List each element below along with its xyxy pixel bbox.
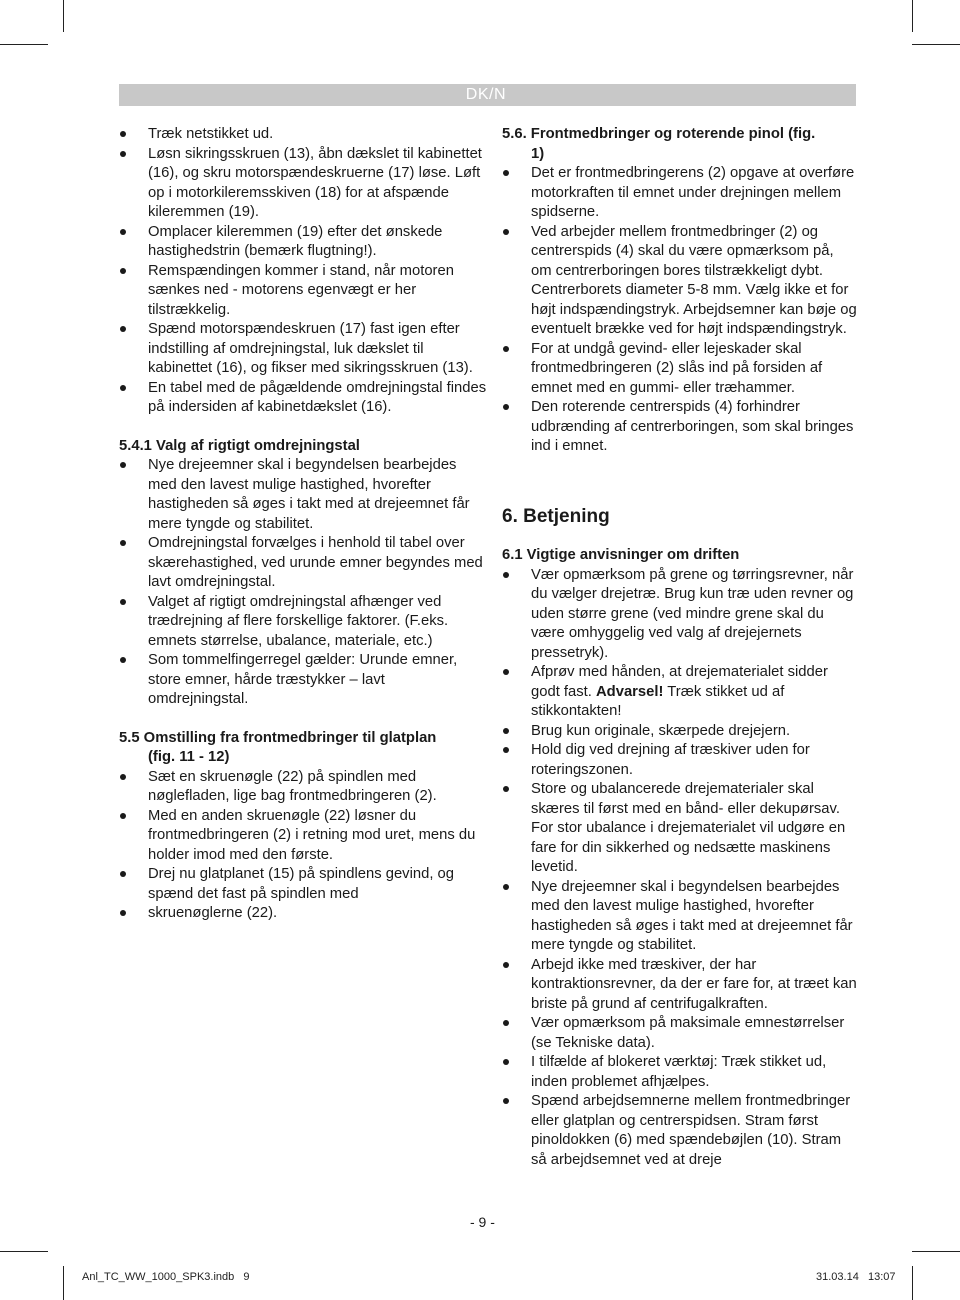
- crop-mark: [0, 44, 48, 45]
- list-item: Sæt en skruenøgle (22) på spindlen med nøglefladen, lige bag frontmedbringeren (2).: [119, 768, 487, 807]
- warning-text-pre: Afprøv med hånden, at drejematerialet sidder godt fast.: [531, 664, 828, 700]
- language-header-bar: [119, 84, 856, 106]
- print-file-slug: Anl_TC_WW_1000_SPK3.indb 9: [82, 1271, 250, 1283]
- list-item: Hold dig ved drejning af træskiver uden for roteringszonen.: [502, 741, 857, 780]
- list-item: Med en anden skruenøgle (22) løsner du frontmedbringeren (2) i retning mod uret, mens du holder imod med den første.: [119, 807, 487, 866]
- list-item: Træk netstikket ud.: [119, 125, 487, 145]
- crop-mark: [63, 1266, 64, 1300]
- left-column: [119, 125, 487, 924]
- language-code: DK/N: [465, 86, 506, 103]
- drive-center-list: [502, 164, 857, 457]
- list-item: I tilfælde af blokeret værktøj: Træk stikket ud, inden problemet afhjælpes.: [502, 1053, 857, 1092]
- section-heading-5-6-figref: 1): [531, 145, 545, 162]
- list-item: Brug kun originale, skærpede drejejern.: [502, 722, 857, 742]
- list-item: Arbejd ikke med træskiver, der har kontraktionsrevner, da der er fare for, at træet kan briste på grund af centrifugalkraften.: [502, 956, 857, 1015]
- right-column: [502, 125, 857, 1170]
- list-item: Store og ubalancerede drejematerialer skal skæres til først med en bånd- eller dekupørsav. For stor ubalance i drejematerialet vil udgøre en fare for din sikkerhed og nedsætte maskinens levetid.: [502, 780, 857, 878]
- list-item-warning: [502, 663, 857, 722]
- warning-text-post: Træk stikket ud af stikkontakten!: [531, 683, 785, 719]
- section-heading-5-5: 5.5 Omstilling fra frontmedbringer til glatplan: [119, 729, 437, 746]
- list-item: Det er frontmedbringerens (2) opgave at overføre motorkraften til emnet under drejningen mellem spidserne.: [502, 164, 857, 223]
- list-item: skruenøglerne (22).: [119, 904, 487, 924]
- list-item: Vær opmærksom på grene og tørringsrevner, når du vælger drejetræ. Brug kun træ uden revner og uden større grene (ved mindre grene skal du være omhyggelig ved valg af drejejernets pressetryk).: [502, 566, 857, 664]
- crop-mark: [63, 0, 64, 32]
- list-item: Vær opmærksom på maksimale emnestørrelser (se Tekniske data).: [502, 1014, 857, 1053]
- crop-mark: [0, 1251, 48, 1252]
- list-item: Den roterende centrerspids (4) forhindrer udbrænding af centrerboringen, som skal bringes ind i emnet.: [502, 398, 857, 457]
- list-item: Omdrejningstal forvælges i henhold til tabel over skærehastighed, ved urunde emner begyndes med lavt omdrejningstal.: [119, 534, 487, 593]
- list-item: Nye drejeemner skal i begyndelsen bearbejdes med den lavest mulige hastighed, hvorefter hastigheden så øges i takt med at drejeemnet får mere tyngde og stabilitet.: [502, 878, 857, 956]
- list-item: Løsn sikringsskruen (13), åbn dækslet til kabinettet (16), og skru motorspændeskruerne (17) løse. Løft op i motorkileremsskiven (18) for at afspænde kileremmen (19).: [119, 145, 487, 223]
- list-item: Som tommelfingerregel gælder: Urunde emner, store emner, hårde træstykker – lavt omdrejningstal.: [119, 651, 487, 710]
- warning-label: Advarsel!: [595, 683, 664, 700]
- list-item: Spænd arbejdsemnerne mellem frontmedbringer eller glatplan og centrerspidsen. Stram først pinoldokken (6) med spændebøjlen (10). Stram så arbejdsemnet ved at dreje: [502, 1092, 857, 1170]
- list-item: Drej nu glatplanet (15) på spindlens gevind, og spænd det fast på spindlen med: [119, 865, 487, 904]
- list-item: For at undgå gevind- eller lejeskader skal frontmedbringeren (2) slås ind på forsiden af emnet med en gummi- eller træhammer.: [502, 340, 857, 399]
- crop-mark: [912, 0, 913, 32]
- crop-mark: [912, 1251, 960, 1252]
- crop-mark: [912, 44, 960, 45]
- section-heading-5-6: 5.6. Frontmedbringer og roterende pinol (fig.: [502, 126, 816, 142]
- list-item: Spænd motorspændeskruen (17) fast igen efter indstilling af omdrejningstal, luk dækslet til kabinettet (16), og fikser med sikringsskruen (13).: [119, 320, 487, 379]
- section-heading-5-4-1: 5.4.1 Valg af rigtigt omdrejningstal: [119, 437, 360, 454]
- list-item: Valget af rigtigt omdrejningstal afhænger ved trædrejning af flere forskellige faktorer. (F.eks. emnets størrelse, ubalance, materiale, etc.): [119, 593, 487, 652]
- operation-notes-list: [502, 566, 857, 1171]
- list-item: Remspændingen kommer i stand, når motoren sænkes ned - motorens egenvægt er her tilstrækkelig.: [119, 262, 487, 321]
- section-heading-6-1: 6.1 Vigtige anvisninger om driften: [502, 547, 740, 563]
- list-item: Nye drejeemner skal i begyndelsen bearbejdes med den lavest mulige hastighed, hvorefter hastigheden så øges i takt med at drejeemnet får mere tyngde og stabilitet.: [119, 456, 487, 534]
- print-date: 31.03.14 13:07: [816, 1271, 896, 1283]
- chapter-heading-6: 6. Betjening: [502, 505, 610, 527]
- section-heading-5-5-figref: (fig. 11 - 12): [148, 749, 230, 765]
- list-item: Omplacer kileremmen (19) efter det ønskede hastighedstrin (bemærk flugtning!).: [119, 223, 487, 262]
- rpm-list: [119, 456, 487, 710]
- intro-list: [119, 125, 487, 418]
- list-item: En tabel med de pågældende omdrejningstal findes på indersiden af kabinetdækslet (16).: [119, 379, 487, 418]
- list-item: Ved arbejder mellem frontmedbringer (2) og centrerspids (4) skal du være opmærksom på, om centrerboringen bores tilstrækkeligt dybt. Centrerborets diameter 5-8 mm. Vælg ikke et for højt indspændingstryk. Arbejdsemner kan bøje og eventuelt brække ved for højt indspændingstryk.: [502, 223, 857, 340]
- crop-mark: [912, 1266, 913, 1300]
- page-number: - 9 -: [470, 1214, 495, 1230]
- faceplate-list: [119, 768, 487, 924]
